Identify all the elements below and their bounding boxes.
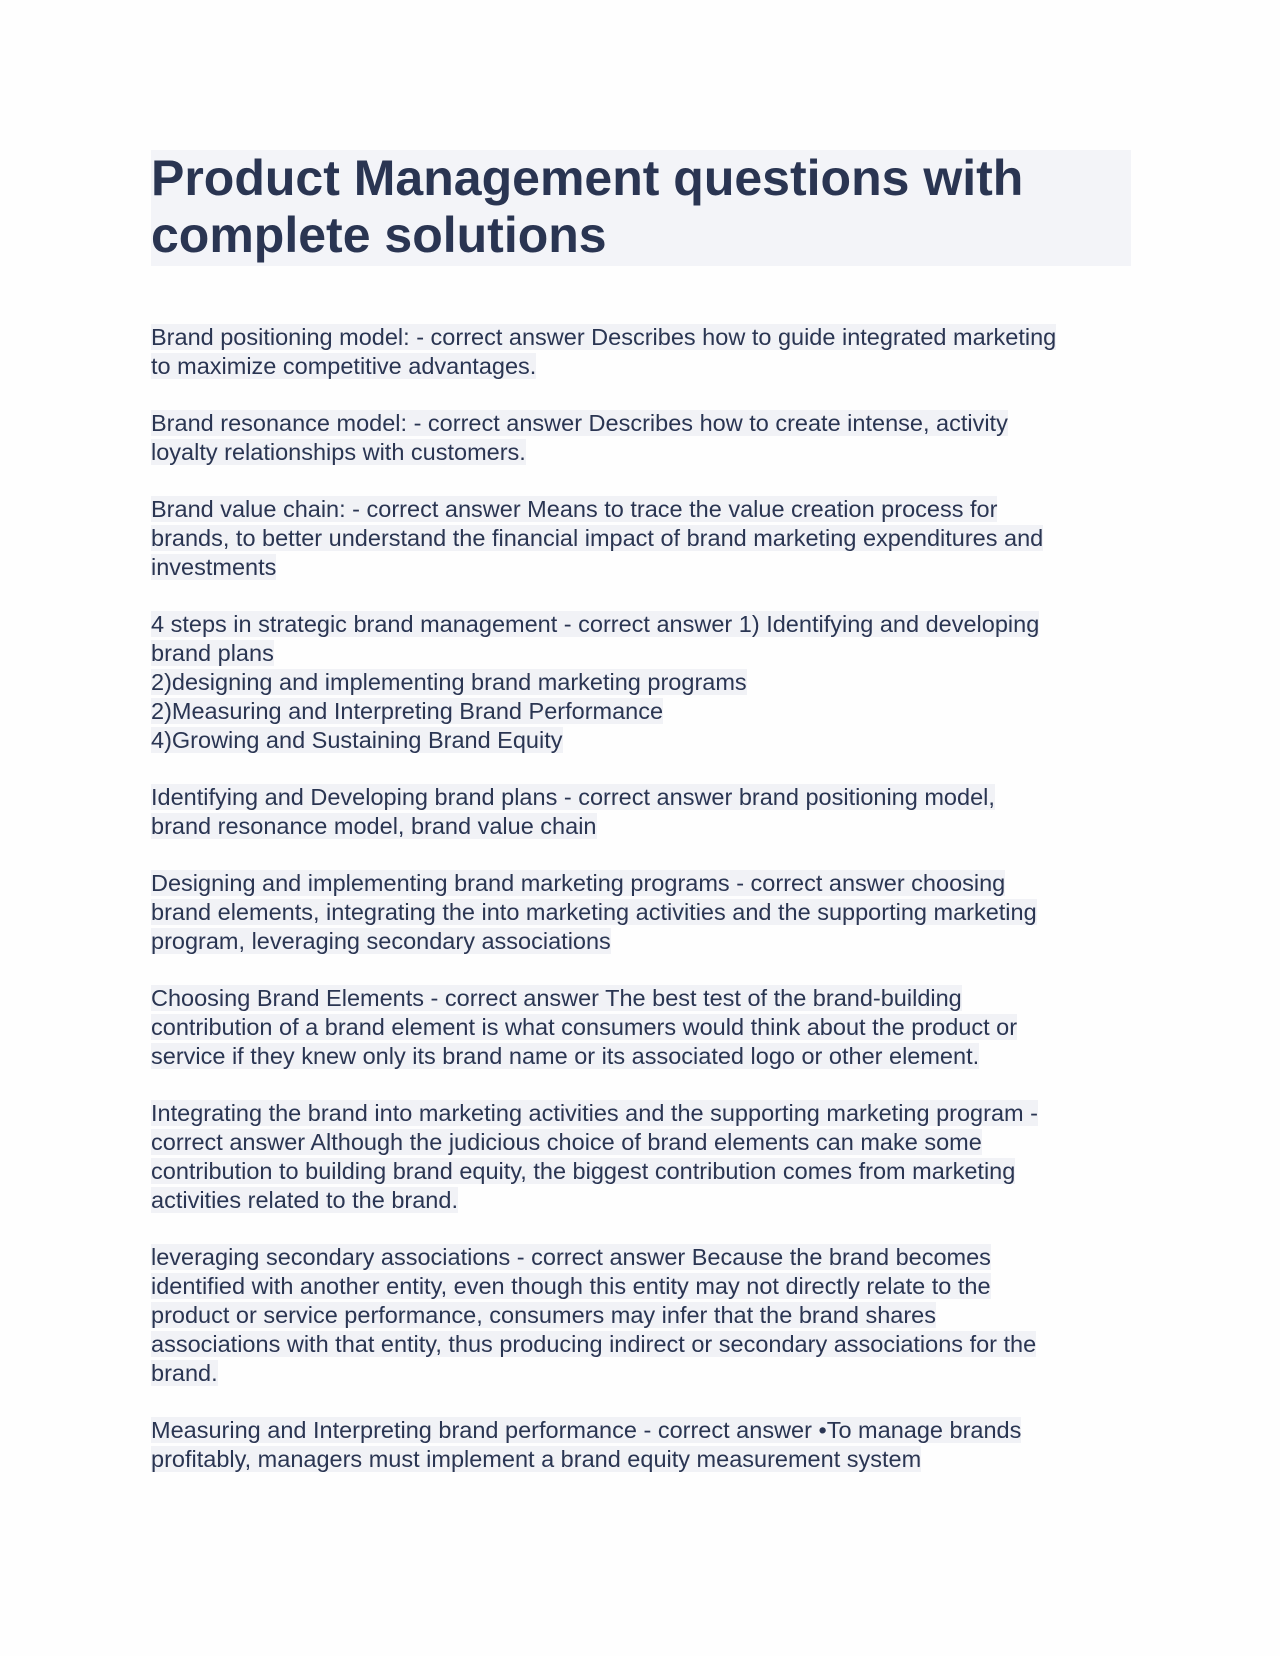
qa-line — [151, 409, 1131, 438]
qa-line-text: 4)Growing and Sustaining Brand Equity — [151, 727, 563, 753]
qa-line — [151, 323, 1131, 352]
qa-entry — [151, 610, 1131, 755]
qa-line-text: brand resonance model, brand value chain — [151, 813, 597, 839]
qa-line-text: profitably, managers must implement a brand equity measurement system — [151, 1446, 922, 1472]
qa-line-text: program, leveraging secondary associations — [151, 928, 611, 954]
qa-line — [151, 812, 1131, 841]
qa-line-text: Brand value chain: - correct answer Means to trace the value creation process for — [151, 496, 998, 522]
qa-entry — [151, 1099, 1131, 1215]
qa-entry — [151, 495, 1131, 582]
qa-line — [151, 1359, 1131, 1388]
qa-entry — [151, 783, 1131, 841]
title-block — [151, 150, 1131, 266]
qa-line — [151, 869, 1131, 898]
qa-line — [151, 1099, 1131, 1128]
qa-line — [151, 1301, 1131, 1330]
qa-line-text: Choosing Brand Elements - correct answer The best test of the brand-building — [151, 985, 962, 1011]
qa-line — [151, 352, 1131, 381]
qa-line-text: Designing and implementing brand marketing programs - correct answer choosing — [151, 870, 1006, 896]
qa-line — [151, 1445, 1131, 1474]
qa-entry — [151, 409, 1131, 467]
qa-line-text: Brand resonance model: - correct answer Describes how to create intense, activity — [151, 410, 1008, 436]
qa-line-text: brand. — [151, 1360, 218, 1386]
qa-line — [151, 495, 1131, 524]
qa-line — [151, 1416, 1131, 1445]
qa-entry — [151, 869, 1131, 956]
qa-list — [151, 323, 1131, 1474]
qa-line — [151, 553, 1131, 582]
qa-line — [151, 726, 1131, 755]
qa-line-text: associations with that entity, thus producing indirect or secondary associations for the — [151, 1331, 1037, 1357]
qa-line — [151, 1272, 1131, 1301]
qa-line-text: 2)designing and implementing brand marketing programs — [151, 669, 747, 695]
qa-line — [151, 1243, 1131, 1272]
qa-line-text: activities related to the brand. — [151, 1187, 458, 1213]
qa-line — [151, 1330, 1131, 1359]
qa-line-text: loyalty relationships with customers. — [151, 439, 526, 465]
qa-line-text: investments — [151, 554, 277, 580]
qa-line — [151, 1042, 1131, 1071]
qa-line — [151, 1013, 1131, 1042]
qa-line — [151, 668, 1131, 697]
qa-entry — [151, 1416, 1131, 1474]
qa-line — [151, 1186, 1131, 1215]
qa-line-text: identified with another entity, even though this entity may not directly relate to the — [151, 1273, 991, 1299]
qa-line-text: brand plans — [151, 640, 274, 666]
qa-line — [151, 783, 1131, 812]
qa-line — [151, 524, 1131, 553]
document-page — [151, 150, 1131, 1502]
qa-entry — [151, 984, 1131, 1071]
qa-line-text: 4 steps in strategic brand management - correct answer 1) Identifying and developing — [151, 611, 1040, 637]
qa-line-text: brands, to better understand the financial impact of brand marketing expenditures and — [151, 525, 1044, 551]
qa-line-text: Brand positioning model: - correct answer Describes how to guide integrated marketing — [151, 324, 1057, 350]
qa-line — [151, 898, 1131, 927]
qa-line-text: leveraging secondary associations - correct answer Because the brand becomes — [151, 1244, 991, 1270]
qa-line — [151, 1128, 1131, 1157]
qa-line-text: product or service performance, consumers may infer that the brand shares — [151, 1302, 937, 1328]
qa-line — [151, 927, 1131, 956]
qa-entry — [151, 323, 1131, 381]
qa-line-text: service if they knew only its brand name or its associated logo or other element. — [151, 1043, 980, 1069]
qa-line-text: 2)Measuring and Interpreting Brand Performance — [151, 698, 664, 724]
qa-line-text: Measuring and Interpreting brand performance - correct answer •To manage brands — [151, 1417, 1022, 1443]
qa-line-text: Integrating the brand into marketing activities and the supporting marketing program - — [151, 1100, 1038, 1126]
qa-line — [151, 1157, 1131, 1186]
qa-line-text: contribution of a brand element is what consumers would think about the product or — [151, 1014, 1018, 1040]
qa-line-text: Identifying and Developing brand plans - correct answer brand positioning model, — [151, 784, 995, 810]
qa-line — [151, 697, 1131, 726]
document-title: Product Management questions with complete solutions — [151, 150, 1024, 263]
qa-line — [151, 438, 1131, 467]
qa-entry — [151, 1243, 1131, 1388]
qa-line — [151, 984, 1131, 1013]
qa-line-text: brand elements, integrating the into marketing activities and the supporting marketing — [151, 899, 1037, 925]
qa-line-text: correct answer Although the judicious choice of brand elements can make some — [151, 1129, 982, 1155]
qa-line — [151, 610, 1131, 639]
qa-line-text: contribution to building brand equity, the biggest contribution comes from marketing — [151, 1158, 1016, 1184]
qa-line-text: to maximize competitive advantages. — [151, 353, 537, 379]
qa-line — [151, 639, 1131, 668]
